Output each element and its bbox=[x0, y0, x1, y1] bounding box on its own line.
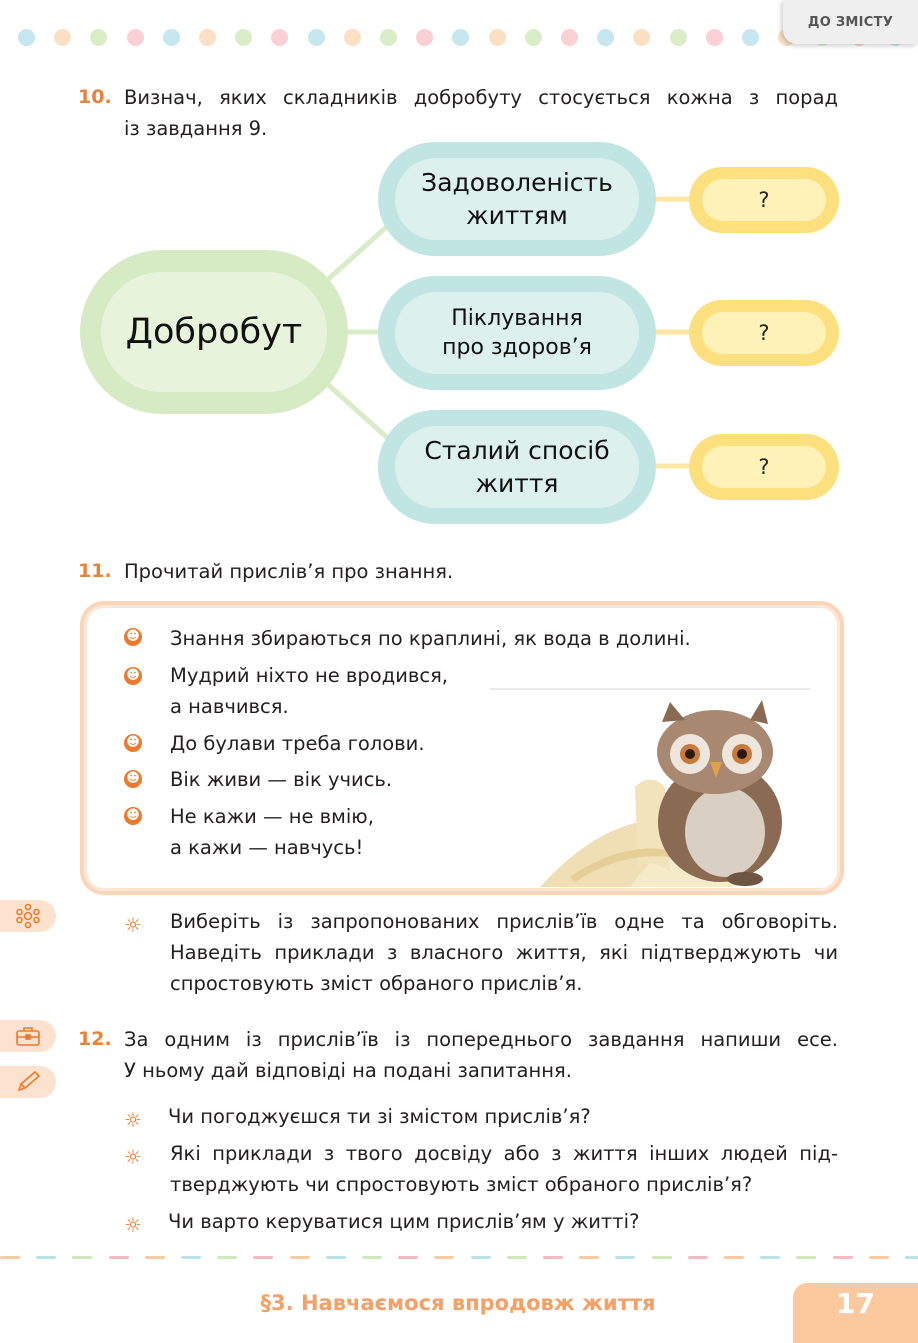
answer-slot-1 bbox=[689, 167, 839, 233]
decorative-dash bbox=[0, 1256, 20, 1259]
branch-sustainable-lifestyle bbox=[378, 410, 656, 524]
branch-sustainable-lifestyle-label bbox=[395, 426, 639, 508]
task-11-number: 11. bbox=[78, 560, 112, 582]
discussion-line1: Виберіть із запропонованих прислів’їв одне та обговоріть. bbox=[170, 910, 838, 933]
section-title: §3. Навчаємося впродовж життя bbox=[260, 1291, 656, 1315]
discussion-line2: Наведіть приклади з власного життя, які підтверджують чи bbox=[170, 941, 838, 964]
question-1: Чи погоджуєшся ти зі змістом прислів’я? bbox=[168, 1105, 591, 1128]
contents-link[interactable]: ДО ЗМІСТУ bbox=[783, 0, 918, 44]
sun-bullet-icon: ☼ bbox=[124, 1213, 142, 1237]
decorative-dash bbox=[36, 1256, 56, 1259]
decorative-dash bbox=[579, 1256, 599, 1259]
task-12-number: 12. bbox=[78, 1028, 112, 1050]
group-icon bbox=[15, 903, 41, 929]
task-11-text: Прочитай прислів’я про знання. bbox=[124, 560, 454, 583]
decorative-dash bbox=[688, 1256, 708, 1259]
decorative-dash bbox=[796, 1256, 816, 1259]
decorative-dash bbox=[507, 1256, 527, 1259]
owl-with-book-illustration bbox=[470, 682, 820, 887]
decorative-dash bbox=[543, 1256, 563, 1259]
decorative-dash bbox=[326, 1256, 346, 1259]
decorative-dash bbox=[398, 1256, 418, 1259]
decorative-dash bbox=[253, 1256, 273, 1259]
question-3: Чи варто керуватися цим прислів’ям у житті? bbox=[168, 1210, 640, 1233]
decorative-dash bbox=[615, 1256, 635, 1259]
branch-1-line2: життям bbox=[466, 201, 568, 230]
proverb-2-line1: Мудрий ніхто не вродився, bbox=[170, 664, 449, 687]
decorative-dash bbox=[145, 1256, 165, 1259]
smiley-bullet-icon: ☻ bbox=[124, 807, 142, 825]
wellbeing-center-label: Добробут bbox=[101, 272, 327, 392]
smiley-bullet-icon: ☻ bbox=[124, 770, 142, 788]
wellbeing-center-bubble bbox=[80, 250, 348, 414]
task-10-number: 10. bbox=[78, 86, 112, 108]
decorative-dash bbox=[434, 1256, 454, 1259]
portfolio-tab bbox=[0, 1020, 56, 1052]
branch-health-care bbox=[378, 276, 656, 390]
proverb-2-line2: а навчився. bbox=[170, 695, 289, 718]
decorative-dash bbox=[181, 1256, 201, 1259]
connector-center-to-branch-1 bbox=[325, 222, 392, 282]
sun-bullet-icon: ☼ bbox=[124, 913, 142, 937]
branch-1-line1: Задоволеність bbox=[421, 168, 613, 197]
smiley-bullet-icon: ☻ bbox=[124, 667, 142, 685]
connector-center-to-branch-3 bbox=[325, 382, 392, 442]
branch-3-line2: життя bbox=[475, 469, 559, 498]
branch-2-line1: Піклування bbox=[451, 306, 583, 331]
proverb-5-line1: Не кажи — не вмію, bbox=[170, 805, 374, 828]
branch-life-satisfaction-label bbox=[395, 158, 639, 240]
footer-decorative-dashes bbox=[0, 1256, 918, 1260]
question-2-line1: Які приклади з твого досвіду або з життя інших людей під- bbox=[170, 1142, 838, 1165]
sun-bullet-icon: ☼ bbox=[124, 1108, 142, 1132]
decorative-dash bbox=[290, 1256, 310, 1259]
answer-slot-3 bbox=[689, 434, 839, 500]
briefcase-icon bbox=[15, 1025, 41, 1047]
proverb-3: До булави треба голови. bbox=[170, 732, 425, 755]
smiley-bullet-icon: ☻ bbox=[124, 734, 142, 752]
decorative-dash bbox=[652, 1256, 672, 1259]
decorative-dash bbox=[471, 1256, 491, 1259]
proverb-4: Вік живи — вік учись. bbox=[170, 768, 393, 791]
pencil-icon bbox=[15, 1070, 41, 1094]
decorative-dash bbox=[217, 1256, 237, 1259]
branch-life-satisfaction bbox=[378, 142, 656, 256]
decorative-dash bbox=[905, 1256, 918, 1259]
answer-slot-1-text: ? bbox=[702, 179, 826, 221]
answer-slot-3-text: ? bbox=[702, 446, 826, 488]
question-2-line2: тверджують чи спростовують зміст обраного прислів’я? bbox=[170, 1173, 753, 1196]
page-number-box bbox=[793, 1283, 918, 1343]
group-work-tab bbox=[0, 900, 56, 932]
task-12-text-line2: У ньому дай відповіді на подані запитання. bbox=[124, 1059, 572, 1082]
branch-2-line2: про здоров’я bbox=[442, 335, 592, 360]
branch-health-care-label bbox=[395, 292, 639, 374]
decorative-dash bbox=[362, 1256, 382, 1259]
proverb-5-line2: а кажи — навчусь! bbox=[170, 836, 364, 859]
answer-slot-2-text: ? bbox=[702, 312, 826, 354]
answer-slot-2 bbox=[689, 300, 839, 366]
page-number: 17 bbox=[836, 1287, 875, 1320]
decorative-dash bbox=[724, 1256, 744, 1259]
decorative-dash bbox=[869, 1256, 889, 1259]
proverb-1: Знання збираються по краплині, як вода в долині. bbox=[170, 627, 691, 650]
decorative-dash bbox=[760, 1256, 780, 1259]
writing-tab bbox=[0, 1066, 56, 1098]
decorative-dash bbox=[109, 1256, 129, 1259]
decorative-dash bbox=[72, 1256, 92, 1259]
task-10-text-line2: із завдання 9. bbox=[124, 117, 268, 140]
task-10-text-line1: Визнач, яких складників добробуту стосується кожна з порад bbox=[124, 86, 838, 109]
task-12-text-line1: За одним із прислів’їв із попереднього завдання напиши есе. bbox=[124, 1028, 838, 1051]
decorative-dash bbox=[833, 1256, 853, 1259]
smiley-bullet-icon: ☻ bbox=[124, 628, 142, 646]
discussion-line3: спростовують зміст обраного прислів’я. bbox=[170, 972, 583, 995]
sun-bullet-icon: ☼ bbox=[124, 1145, 142, 1169]
branch-3-line1: Сталий спосіб bbox=[424, 436, 610, 465]
